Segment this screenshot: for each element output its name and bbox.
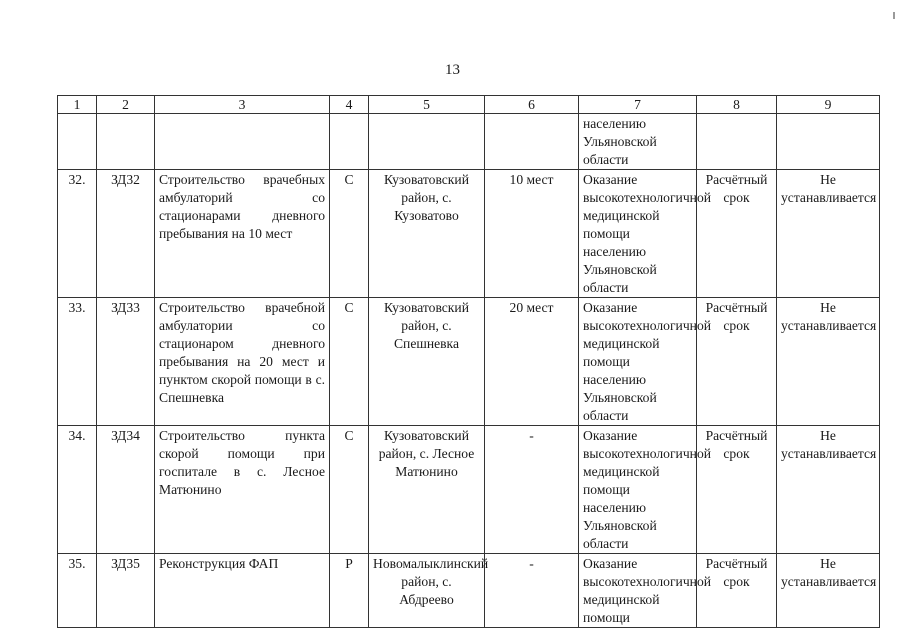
column-header: 3	[155, 96, 330, 114]
cell-code: ЗД34	[97, 426, 155, 554]
cell-term: Расчётный срок	[697, 554, 777, 628]
column-header: 4	[330, 96, 369, 114]
cell-location: Кузоватовский район, с. Кузоватово	[369, 170, 485, 298]
cell-location: Кузоватовский район, с. Лесное Матюнино	[369, 426, 485, 554]
cell-type: С	[330, 298, 369, 426]
cell-zone	[777, 114, 880, 170]
cell-term	[697, 114, 777, 170]
cell-capacity: -	[485, 426, 579, 554]
page-number: 13	[445, 62, 460, 78]
column-header: 1	[58, 96, 97, 114]
table-row	[58, 426, 880, 554]
cell-location: Новомалыклинский район, с. Абдреево	[369, 554, 485, 628]
cell-zone: Не устанавливается	[777, 298, 880, 426]
cell-type: Р	[330, 554, 369, 628]
cell-number: 34.	[58, 426, 97, 554]
cell-name	[155, 114, 330, 170]
scan-artifact	[893, 12, 895, 19]
column-header: 2	[97, 96, 155, 114]
cell-capacity	[485, 114, 579, 170]
cell-capacity: -	[485, 554, 579, 628]
cell-term: Расчётный срок	[697, 426, 777, 554]
cell-type: С	[330, 426, 369, 554]
cell-zone: Не устанавливается	[777, 554, 880, 628]
cell-code: ЗД33	[97, 298, 155, 426]
objects-table	[57, 95, 880, 628]
cell-name: Строительство врачебных амбулаторий со стационарами дневного пребывания на 10 мест	[155, 170, 330, 298]
cell-zone: Не устанавливается	[777, 426, 880, 554]
column-header: 9	[777, 96, 880, 114]
column-header: 7	[579, 96, 697, 114]
continuation-row	[58, 114, 880, 170]
column-header: 5	[369, 96, 485, 114]
column-header: 6	[485, 96, 579, 114]
cell-code: ЗД35	[97, 554, 155, 628]
column-number-row	[58, 96, 880, 114]
cell-name: Реконструкция ФАП	[155, 554, 330, 628]
table-row	[58, 554, 880, 628]
table-row	[58, 298, 880, 426]
cell-purpose: населению Ульяновской области	[579, 114, 697, 170]
table-row	[58, 170, 880, 298]
cell-name: Строительство пункта скорой помощи при госпитале в с. Лесное Матюнино	[155, 426, 330, 554]
cell-type	[330, 114, 369, 170]
column-header: 8	[697, 96, 777, 114]
cell-type: С	[330, 170, 369, 298]
cell-number	[58, 114, 97, 170]
cell-term: Расчётный срок	[697, 298, 777, 426]
cell-number: 33.	[58, 298, 97, 426]
cell-code	[97, 114, 155, 170]
cell-name: Строительство врачебной амбулатории со стационаром дневного пребывания на 20 мест и пунктом скорой помощи в с. Спешневка	[155, 298, 330, 426]
cell-purpose: Оказание высокотехнологичной медицинской помощи населению Ульяновской области	[579, 170, 697, 298]
cell-term: Расчётный срок	[697, 170, 777, 298]
cell-number: 32.	[58, 170, 97, 298]
cell-location: Кузоватовский район, с. Спешневка	[369, 298, 485, 426]
cell-location	[369, 114, 485, 170]
cell-code: ЗД32	[97, 170, 155, 298]
cell-purpose: Оказание высокотехнологичной медицинской помощи	[579, 554, 697, 628]
cell-number: 35.	[58, 554, 97, 628]
cell-zone: Не устанавливается	[777, 170, 880, 298]
cell-capacity: 10 мест	[485, 170, 579, 298]
cell-capacity: 20 мест	[485, 298, 579, 426]
cell-purpose: Оказание высокотехнологичной медицинской помощи населению Ульяновской области	[579, 298, 697, 426]
cell-purpose: Оказание высокотехнологичной медицинской помощи населению Ульяновской области	[579, 426, 697, 554]
